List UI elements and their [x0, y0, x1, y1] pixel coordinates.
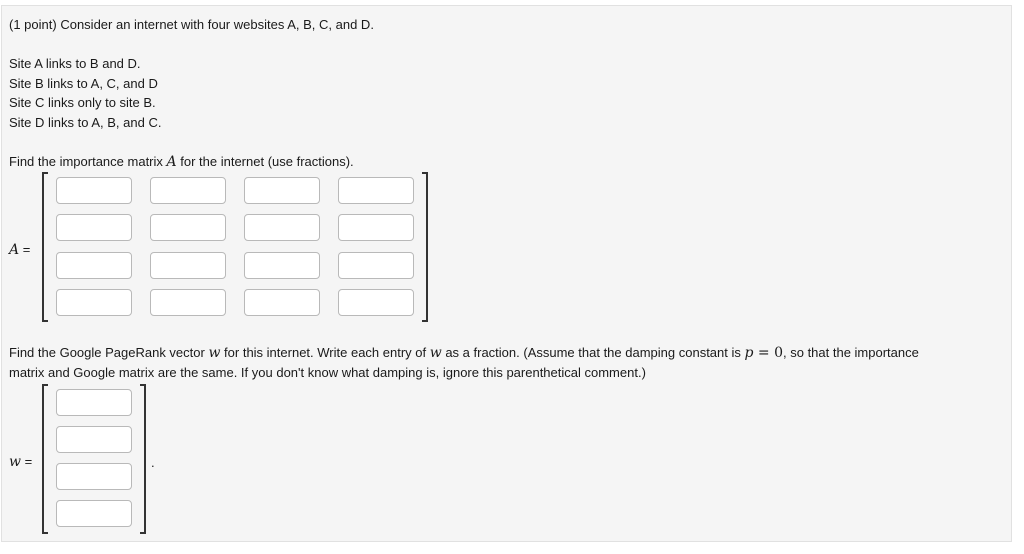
- matrix-entry-r4c4[interactable]: [338, 289, 414, 316]
- matrix-entry-r1c1[interactable]: [56, 177, 132, 204]
- matrix-entry-r3c1[interactable]: [56, 252, 132, 279]
- matrix-entry-r2c4[interactable]: [338, 214, 414, 241]
- link-line-d: Site D links to A, B, and C.: [9, 115, 162, 130]
- matrix-entry-r2c1[interactable]: [56, 214, 132, 241]
- pagerank-text-2: for this internet. Write each entry of: [220, 345, 430, 360]
- link-line-a: Site A links to B and D.: [9, 56, 141, 71]
- matrix-prompt-text-1: Find the importance matrix: [9, 154, 167, 169]
- points-label: (1 point): [9, 17, 57, 32]
- pagerank-text-1: Find the Google PageRank vector: [9, 345, 209, 360]
- vector-entry-3[interactable]: [56, 463, 132, 490]
- damping-var-p: p: [744, 345, 754, 361]
- vector-label-var: w: [9, 454, 21, 470]
- matrix-entry-r1c3[interactable]: [244, 177, 320, 204]
- vector-label-eq: =: [20, 454, 33, 469]
- matrix-entry-r1c2[interactable]: [150, 177, 226, 204]
- matrix-entry-r3c3[interactable]: [244, 252, 320, 279]
- pagerank-prompt-line1: [9, 345, 919, 361]
- matrix-entry-r2c3[interactable]: [244, 214, 320, 241]
- matrix-prompt-text-2: for the internet (use fractions).: [176, 154, 354, 169]
- matrix-prompt: [9, 154, 354, 170]
- matrix-variable: A: [166, 154, 177, 170]
- matrix-entry-r1c4[interactable]: [338, 177, 414, 204]
- problem-header: [9, 17, 374, 33]
- vector-entry-4[interactable]: [56, 500, 132, 527]
- vector-right-bracket: [140, 384, 146, 534]
- matrix-entry-r4c2[interactable]: [150, 289, 226, 316]
- pagerank-var-w1: w: [208, 345, 221, 361]
- matrix-entry-r4c1[interactable]: [56, 289, 132, 316]
- trailing-period: .: [151, 455, 155, 470]
- problem-intro: Consider an internet with four websites A, B, C, and D.: [60, 17, 374, 32]
- matrix-entry-r2c2[interactable]: [150, 214, 226, 241]
- matrix-entry-r4c3[interactable]: [244, 289, 320, 316]
- matrix-entry-r3c4[interactable]: [338, 252, 414, 279]
- damping-value: = 0: [753, 345, 783, 361]
- matrix-label-var: A: [9, 242, 20, 258]
- vector-left-bracket: [42, 384, 48, 534]
- matrix-right-bracket: [422, 172, 428, 322]
- link-line-b: Site B links to A, C, and D: [9, 76, 158, 91]
- pagerank-prompt-line2: matrix and Google matrix are the same. If you don't know what damping is, ignore this parenthetical comment.): [9, 365, 646, 380]
- pagerank-var-w2: w: [429, 345, 442, 361]
- pagerank-text-3: as a fraction. (Assume that the damping constant is: [441, 345, 745, 360]
- matrix-left-bracket: [42, 172, 48, 322]
- vector-label: [9, 454, 32, 470]
- matrix-label: [9, 242, 30, 258]
- vector-entry-1[interactable]: [56, 389, 132, 416]
- matrix-entry-r3c2[interactable]: [150, 252, 226, 279]
- pagerank-text-4: , so that the importance: [783, 345, 919, 360]
- matrix-label-eq: =: [19, 242, 31, 257]
- vector-entry-2[interactable]: [56, 426, 132, 453]
- link-line-c: Site C links only to site B.: [9, 95, 156, 110]
